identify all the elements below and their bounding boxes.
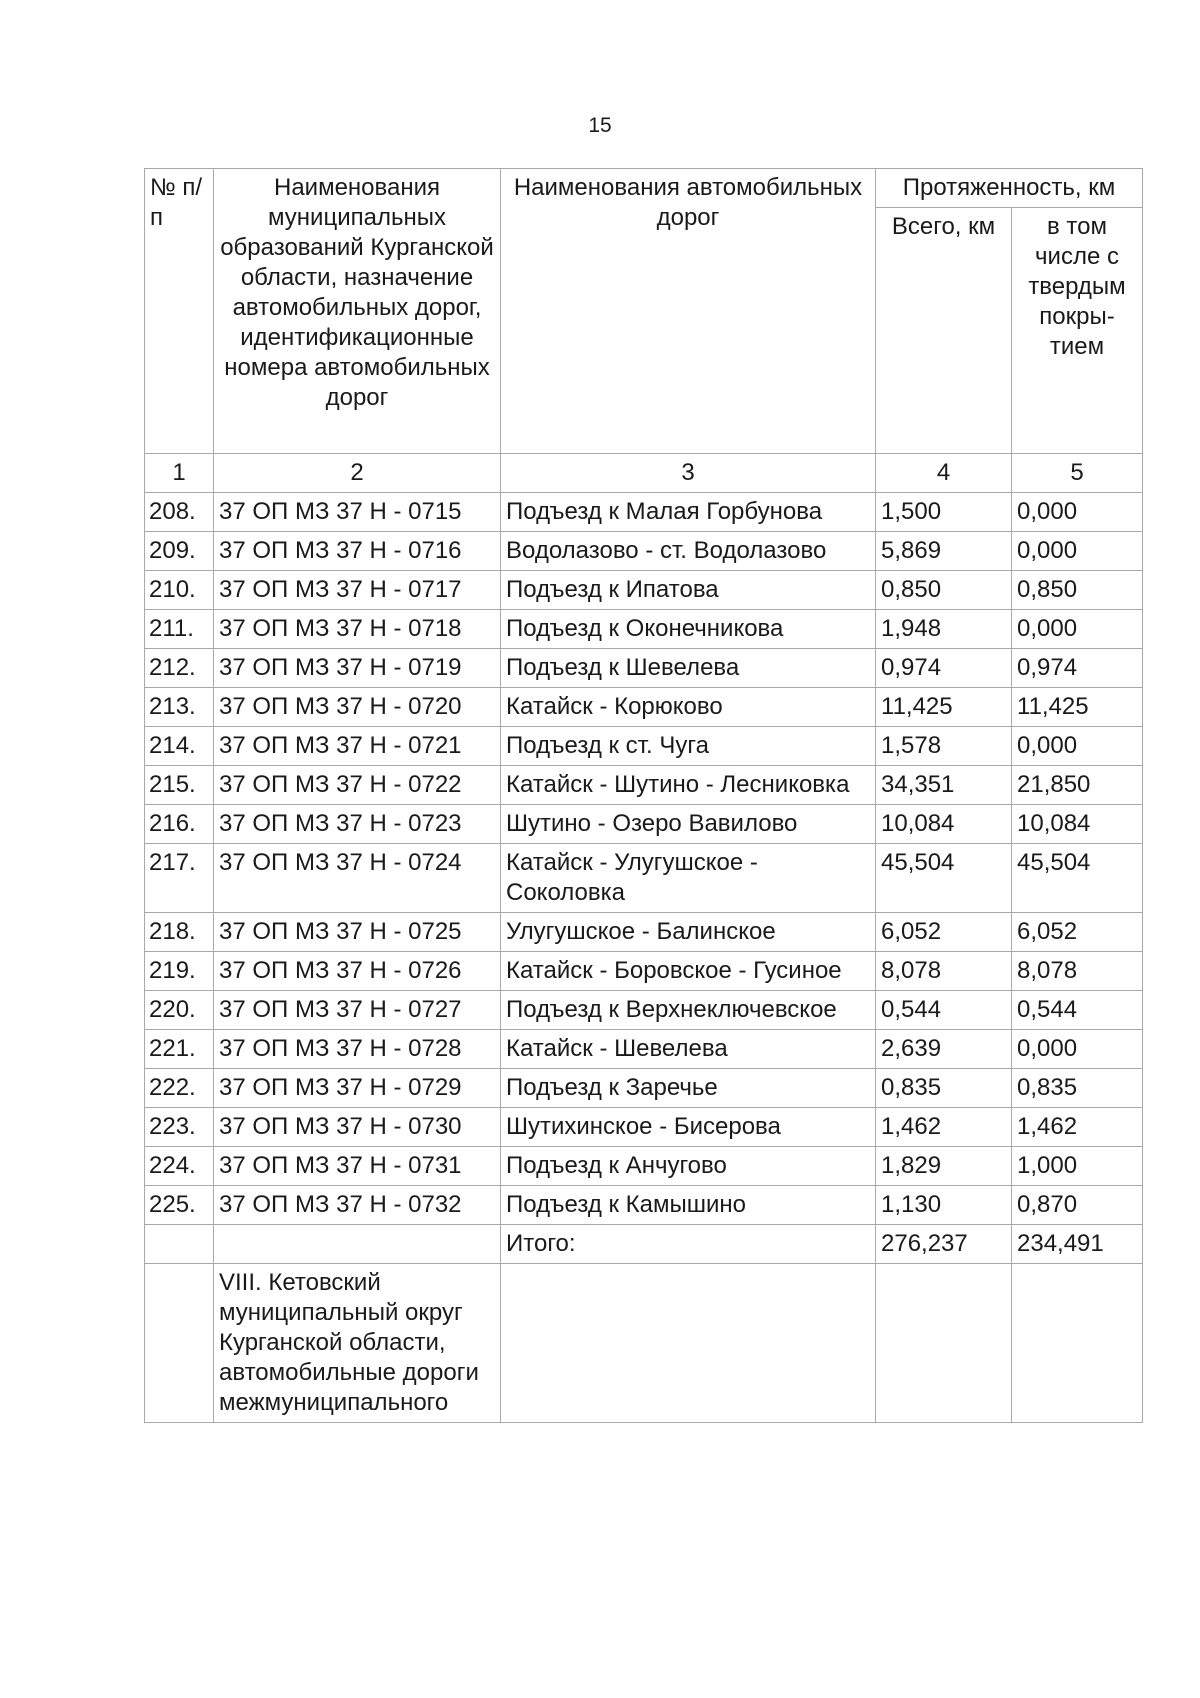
length-total: 0,544: [876, 991, 1012, 1030]
length-total: 1,500: [876, 493, 1012, 532]
row-number: 223.: [145, 1108, 214, 1147]
length-total: 0,850: [876, 571, 1012, 610]
road-id: 37 ОП МЗ 37 Н - 0723: [214, 805, 501, 844]
road-id: 37 ОП МЗ 37 Н - 0726: [214, 952, 501, 991]
length-paved: 0,850: [1012, 571, 1143, 610]
row-number: 225.: [145, 1186, 214, 1225]
section-empty: [876, 1264, 1012, 1423]
road-id: 37 ОП МЗ 37 Н - 0732: [214, 1186, 501, 1225]
road-name: Подъезд к Ипатова: [501, 571, 876, 610]
road-name: Водолазово - ст. Водолазово: [501, 532, 876, 571]
header-paved: в том числе с твердым покры-тием: [1012, 208, 1143, 454]
road-id: 37 ОП МЗ 37 Н - 0721: [214, 727, 501, 766]
table-row: [145, 1186, 1143, 1225]
row-number: 209.: [145, 532, 214, 571]
section-empty: [145, 1264, 214, 1423]
length-total: 10,084: [876, 805, 1012, 844]
road-name: Подъезд к Верхнеключевское: [501, 991, 876, 1030]
table-row: [145, 649, 1143, 688]
row-number: 219.: [145, 952, 214, 991]
length-paved: 0,000: [1012, 727, 1143, 766]
column-index: 5: [1012, 454, 1143, 493]
table-row: [145, 1069, 1143, 1108]
length-paved: 11,425: [1012, 688, 1143, 727]
road-id: 37 ОП МЗ 37 Н - 0719: [214, 649, 501, 688]
road-name: Подъезд к Малая Горбунова: [501, 493, 876, 532]
road-name: Улугушское - Балинское: [501, 913, 876, 952]
length-paved: 0,000: [1012, 493, 1143, 532]
length-paved: 8,078: [1012, 952, 1143, 991]
row-number: 213.: [145, 688, 214, 727]
road-id: 37 ОП МЗ 37 Н - 0720: [214, 688, 501, 727]
road-id: 37 ОП МЗ 37 Н - 0727: [214, 991, 501, 1030]
length-paved: 0,835: [1012, 1069, 1143, 1108]
total-empty: [214, 1225, 501, 1264]
table-row: [145, 805, 1143, 844]
section-empty: [501, 1264, 876, 1423]
table-row: [145, 532, 1143, 571]
road-id: 37 ОП МЗ 37 Н - 0725: [214, 913, 501, 952]
section-title: VIII. Кетовский муниципальный округ Курганской области, автомобильные дороги межмуниципального: [214, 1264, 501, 1423]
length-paved: 0,000: [1012, 532, 1143, 571]
length-total: 0,974: [876, 649, 1012, 688]
road-name: Катайск - Шутино - Лесниковка: [501, 766, 876, 805]
length-paved: 0,870: [1012, 1186, 1143, 1225]
roads-table: [144, 168, 1143, 1423]
length-paved: 21,850: [1012, 766, 1143, 805]
road-name: Шутино - Озеро Вавилово: [501, 805, 876, 844]
table-row: [145, 844, 1143, 913]
length-total: 2,639: [876, 1030, 1012, 1069]
table-row: [145, 1147, 1143, 1186]
row-number: 212.: [145, 649, 214, 688]
table-row: [145, 571, 1143, 610]
header-road-name: Наименования автомобильных дорог: [501, 169, 876, 454]
table-row: [145, 493, 1143, 532]
header-number: № п/п: [145, 169, 214, 454]
length-paved: 1,462: [1012, 1108, 1143, 1147]
road-name: Подъезд к ст. Чуга: [501, 727, 876, 766]
road-id: 37 ОП МЗ 37 Н - 0724: [214, 844, 501, 913]
length-paved: 0,974: [1012, 649, 1143, 688]
road-name: Подъезд к Шевелева: [501, 649, 876, 688]
table-row: [145, 991, 1143, 1030]
table-row: [145, 952, 1143, 991]
length-total: 11,425: [876, 688, 1012, 727]
row-number: 208.: [145, 493, 214, 532]
row-number: 216.: [145, 805, 214, 844]
road-name: Подъезд к Камышино: [501, 1186, 876, 1225]
row-number: 221.: [145, 1030, 214, 1069]
column-index: 1: [145, 454, 214, 493]
length-total: 6,052: [876, 913, 1012, 952]
column-index: 2: [214, 454, 501, 493]
road-name: Катайск - Боровское - Гусиное: [501, 952, 876, 991]
length-paved: 0,000: [1012, 610, 1143, 649]
length-total: 1,578: [876, 727, 1012, 766]
length-paved: 6,052: [1012, 913, 1143, 952]
road-id: 37 ОП МЗ 37 Н - 0731: [214, 1147, 501, 1186]
road-name: Катайск - Корюково: [501, 688, 876, 727]
road-name: Катайск - Улугушское - Соколовка: [501, 844, 876, 913]
row-number: 220.: [145, 991, 214, 1030]
table-body: [145, 454, 1143, 1423]
total-paved: 234,491: [1012, 1225, 1143, 1264]
road-id: 37 ОП МЗ 37 Н - 0728: [214, 1030, 501, 1069]
road-id: 37 ОП МЗ 37 Н - 0717: [214, 571, 501, 610]
row-number: 214.: [145, 727, 214, 766]
length-paved: 1,000: [1012, 1147, 1143, 1186]
length-paved: 0,000: [1012, 1030, 1143, 1069]
length-paved: 0,544: [1012, 991, 1143, 1030]
road-name: Подъезд к Заречье: [501, 1069, 876, 1108]
table-row: [145, 766, 1143, 805]
row-number: 215.: [145, 766, 214, 805]
row-number: 224.: [145, 1147, 214, 1186]
length-paved: 45,504: [1012, 844, 1143, 913]
row-number: 218.: [145, 913, 214, 952]
row-number: 222.: [145, 1069, 214, 1108]
road-id: 37 ОП МЗ 37 Н - 0715: [214, 493, 501, 532]
length-total: 1,130: [876, 1186, 1012, 1225]
length-total: 1,829: [876, 1147, 1012, 1186]
total-length: 276,237: [876, 1225, 1012, 1264]
section-row: [145, 1264, 1143, 1423]
table-row: [145, 1108, 1143, 1147]
row-number: 217.: [145, 844, 214, 913]
length-paved: 10,084: [1012, 805, 1143, 844]
road-id: 37 ОП МЗ 37 Н - 0729: [214, 1069, 501, 1108]
table-row: [145, 913, 1143, 952]
road-id: 37 ОП МЗ 37 Н - 0722: [214, 766, 501, 805]
road-id: 37 ОП МЗ 37 Н - 0716: [214, 532, 501, 571]
row-number: 211.: [145, 610, 214, 649]
length-total: 0,835: [876, 1069, 1012, 1108]
length-total: 8,078: [876, 952, 1012, 991]
total-empty: [145, 1225, 214, 1264]
length-total: 34,351: [876, 766, 1012, 805]
section-empty: [1012, 1264, 1143, 1423]
road-id: 37 ОП МЗ 37 Н - 0730: [214, 1108, 501, 1147]
length-total: 1,462: [876, 1108, 1012, 1147]
road-name: Подъезд к Анчугово: [501, 1147, 876, 1186]
header-row: [145, 169, 1143, 208]
header-municipality: Наименования муниципальных образований Курганской области, назначение автомобильных дорог, идентификационные номера автомобильных дорог: [214, 169, 501, 454]
header-total: Всего, км: [876, 208, 1012, 454]
column-index: 4: [876, 454, 1012, 493]
length-total: 1,948: [876, 610, 1012, 649]
road-name: Подъезд к Оконечникова: [501, 610, 876, 649]
road-name: Катайск - Шевелева: [501, 1030, 876, 1069]
length-total: 5,869: [876, 532, 1012, 571]
table-row: [145, 727, 1143, 766]
row-number: 210.: [145, 571, 214, 610]
table-row: [145, 688, 1143, 727]
column-index: 3: [501, 454, 876, 493]
total-row: [145, 1225, 1143, 1264]
road-id: 37 ОП МЗ 37 Н - 0718: [214, 610, 501, 649]
table-row: [145, 1030, 1143, 1069]
road-name: Шутихинское - Бисерова: [501, 1108, 876, 1147]
length-total: 45,504: [876, 844, 1012, 913]
table-row: [145, 610, 1143, 649]
total-label: Итого:: [501, 1225, 876, 1264]
header-length-group: Протяженность, км: [876, 169, 1143, 208]
page-number: 15: [588, 114, 612, 137]
column-index-row: [145, 454, 1143, 493]
